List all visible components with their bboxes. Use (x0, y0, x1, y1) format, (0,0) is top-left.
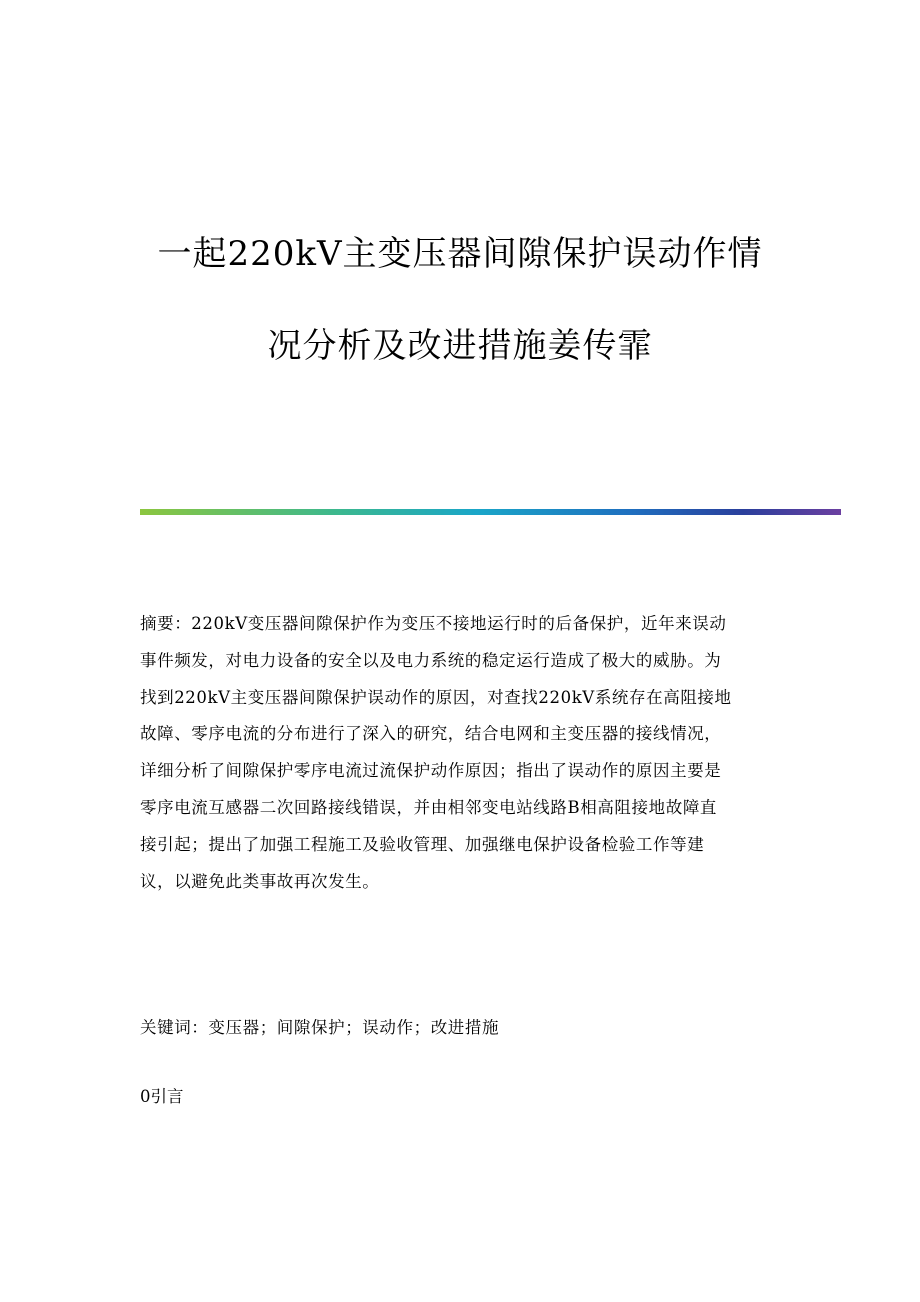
abstract-paragraph (140, 606, 780, 900)
abstract-line: 零序电流互感器二次回路接线错误，并由相邻变电站线路B相高阻接地故障直 (140, 797, 718, 817)
abstract-line: 议，以避免此类事故再次发生。 (140, 871, 380, 891)
title-line-1: 一起220kV主变压器间隙保护误动作情 (157, 234, 763, 274)
document-title (0, 222, 920, 366)
title-line-2: 况分析及改进措施姜传霏 (267, 326, 653, 366)
abstract-line: 找到220kV主变压器间隙保护误动作的原因，对查找220kV系统存在高阻接地 (140, 687, 732, 707)
keywords-line: 关键词：变压器；间隙保护；误动作；改进措施 (140, 1018, 500, 1037)
title-divider (140, 509, 841, 515)
abstract-line: 详细分析了间隙保护零序电流过流保护动作原因；指出了误动作的原因主要是 (140, 761, 722, 781)
abstract-line: 故障、零序电流的分布进行了深入的研究，结合电网和主变压器的接线情况， (140, 724, 722, 744)
abstract-line: 摘要：220kV变压器间隙保护作为变压不接地运行时的后备保护，近年来误动 (140, 614, 727, 633)
section-heading: 0引言 (140, 1087, 184, 1106)
abstract-line: 接引起；提出了加强工程施工及验收管理、加强继电保护设备检验工作等建 (140, 834, 705, 854)
abstract-line: 事件频发，对电力设备的安全以及电力系统的稳定运行造成了极大的威胁。为 (140, 650, 722, 670)
